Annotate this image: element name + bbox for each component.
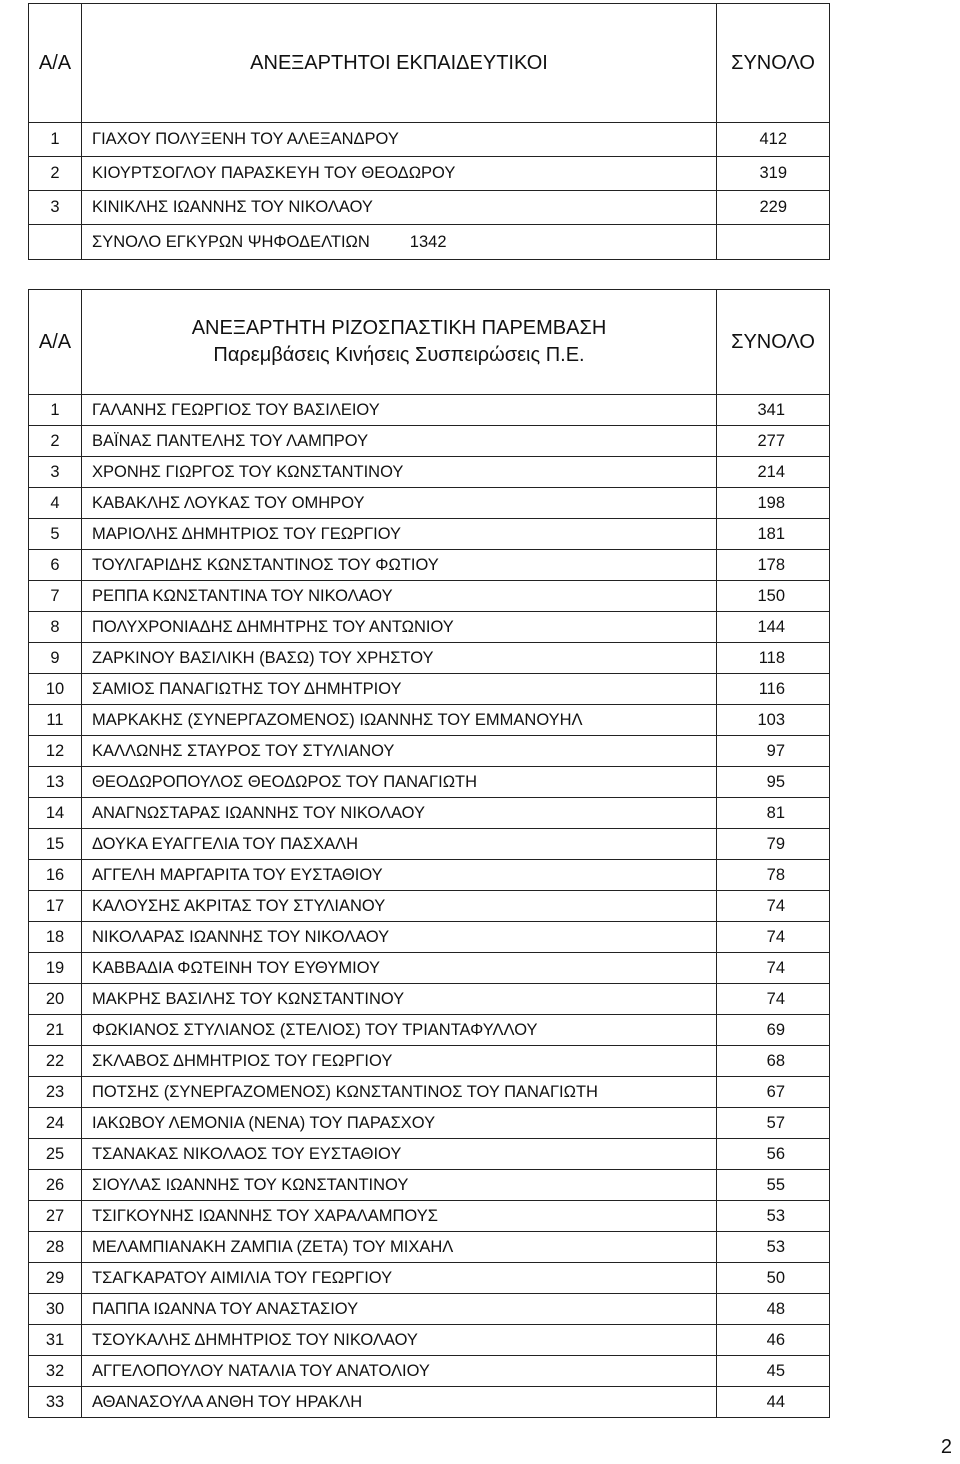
vote-count: 53 [717, 1201, 830, 1232]
candidate-name: ΠΟΤΣΗΣ (ΣΥΝΕΡΓΑΖΟΜΕΝΟΣ) ΚΩΝΣΤΑΝΤΙΝΟΣ ΤΟΥ ΠΑΝΑΓΙΩΤΗ [82, 1077, 717, 1108]
row-number: 5 [29, 519, 82, 550]
vote-count: 45 [717, 1356, 830, 1387]
row-number: 26 [29, 1170, 82, 1201]
candidate-name: ΜΑΚΡΗΣ ΒΑΣΙΛΗΣ ΤΟΥ ΚΩΝΣΤΑΝΤΙΝΟΥ [82, 984, 717, 1015]
candidate-name: ΜΑΡΙΟΛΗΣ ΔΗΜΗΤΡΙΟΣ ΤΟΥ ΓΕΩΡΓΙΟΥ [82, 519, 717, 550]
row-number: 21 [29, 1015, 82, 1046]
candidate-name: ΙΑΚΩΒΟΥ ΛΕΜΟΝΙΑ (ΝΕΝΑ) ΤΟΥ ΠΑΡΑΣΧΟΥ [82, 1108, 717, 1139]
vote-count: 74 [717, 953, 830, 984]
candidate-name: ΠΑΠΠΑ ΙΩΑΝΝΑ ΤΟΥ ΑΝΑΣΤΑΣΙΟΥ [82, 1294, 717, 1325]
table-row [29, 488, 830, 519]
aa-header: Α/Α [29, 4, 82, 123]
vote-count: 97 [717, 736, 830, 767]
candidate-name: ΖΑΡΚΙΝΟΥ ΒΑΣΙΛΙΚΗ (ΒΑΣΩ) ΤΟΥ ΧΡΗΣΤΟΥ [82, 643, 717, 674]
total-header: ΣΥΝΟΛΟ [717, 4, 830, 123]
row-number: 31 [29, 1325, 82, 1356]
table-row [29, 1015, 830, 1046]
table-row [29, 674, 830, 705]
candidate-name: ΜΑΡΚΑΚΗΣ (ΣΥΝΕΡΓΑΖΟΜΕΝΟΣ) ΙΩΑΝΝΗΣ ΤΟΥ ΕΜΜΑΝΟΥΗΛ [82, 705, 717, 736]
vote-count: 150 [717, 581, 830, 612]
summary-row [29, 225, 830, 260]
candidate-name: ΣΚΛΑΒΟΣ ΔΗΜΗΤΡΙΟΣ ΤΟΥ ΓΕΩΡΓΙΟΥ [82, 1046, 717, 1077]
candidate-name: ΘΕΟΔΩΡΟΠΟΥΛΟΣ ΘΕΟΔΩΡΟΣ ΤΟΥ ΠΑΝΑΓΙΩΤΗ [82, 767, 717, 798]
summary-empty-cell [717, 225, 830, 260]
table-row [29, 705, 830, 736]
table-row [29, 157, 830, 191]
row-number: 19 [29, 953, 82, 984]
table-row [29, 457, 830, 488]
row-number: 23 [29, 1077, 82, 1108]
candidate-name: ΧΡΟΝΗΣ ΓΙΩΡΓΟΣ ΤΟΥ ΚΩΝΣΤΑΝΤΙΝΟΥ [82, 457, 717, 488]
candidate-name: ΤΣΟΥΚΑΛΗΣ ΔΗΜΗΤΡΙΟΣ ΤΟΥ ΝΙΚΟΛΑΟΥ [82, 1325, 717, 1356]
summary-empty-cell [29, 225, 82, 260]
table-row [29, 860, 830, 891]
row-number: 17 [29, 891, 82, 922]
candidate-name: ΚΙΟΥΡΤΣΟΓΛΟΥ ΠΑΡΑΣΚΕΥΗ ΤΟΥ ΘΕΟΔΩΡΟΥ [82, 157, 717, 191]
row-number: 24 [29, 1108, 82, 1139]
vote-count: 412 [717, 123, 830, 157]
vote-count: 56 [717, 1139, 830, 1170]
row-number: 12 [29, 736, 82, 767]
candidate-name: ΜΕΛΑΜΠΙΑΝΑΚΗ ΖΑΜΠΙΑ (ΖΕΤΑ) ΤΟΥ ΜΙΧΑΗΛ [82, 1232, 717, 1263]
aa-header: Α/Α [29, 290, 82, 395]
table-row [29, 1170, 830, 1201]
table-header-row [29, 290, 830, 395]
vote-count: 214 [717, 457, 830, 488]
row-number: 9 [29, 643, 82, 674]
vote-count: 78 [717, 860, 830, 891]
candidate-name: ΒΑΪΝΑΣ ΠΑΝΤΕΛΗΣ ΤΟΥ ΛΑΜΠΡΟΥ [82, 426, 717, 457]
section-title-line2: Παρεμβάσεις Κινήσεις Συσπειρώσεις Π.Ε. [213, 344, 585, 366]
candidate-name: ΓΙΑΧΟΥ ΠΟΛΥΞΕΝΗ ΤΟΥ ΑΛΕΞΑΝΔΡΟΥ [82, 123, 717, 157]
candidate-name: ΡΕΠΠΑ ΚΩΝΣΤΑΝΤΙΝΑ ΤΟΥ ΝΙΚΟΛΑΟΥ [82, 581, 717, 612]
vote-count: 69 [717, 1015, 830, 1046]
table-row [29, 922, 830, 953]
candidate-name: ΑΓΓΕΛΟΠΟΥΛΟΥ ΝΑΤΑΛΙΑ ΤΟΥ ΑΝΑΤΟΛΙΟΥ [82, 1356, 717, 1387]
summary-value: 1342 [409, 232, 447, 251]
candidate-name: ΣΙΟΥΛΑΣ ΙΩΑΝΝΗΣ ΤΟΥ ΚΩΝΣΤΑΝΤΙΝΟΥ [82, 1170, 717, 1201]
candidate-name: ΚΑΒΑΚΛΗΣ ΛΟΥΚΑΣ ΤΟΥ ΟΜΗΡΟΥ [82, 488, 717, 519]
table-row [29, 953, 830, 984]
table-row [29, 984, 830, 1015]
section-title-line1: ΑΝΕΞΑΡΤΗΤΗ ΡΙΖΟΣΠΑΣΤΙΚΗ ΠΑΡΕΜΒΑΣΗ [191, 317, 607, 339]
summary-label: ΣΥΝΟΛΟ ΕΓΚΥΡΩΝ ΨΗΦΟΔΕΛΤΙΩΝ [92, 232, 370, 251]
row-number: 11 [29, 705, 82, 736]
row-number: 25 [29, 1139, 82, 1170]
table-row [29, 612, 830, 643]
table-row [29, 1325, 830, 1356]
vote-count: 95 [717, 767, 830, 798]
row-number: 3 [29, 457, 82, 488]
table-row [29, 643, 830, 674]
vote-count: 55 [717, 1170, 830, 1201]
table-header-row [29, 4, 830, 123]
table-row [29, 426, 830, 457]
table-row [29, 1046, 830, 1077]
page-number: 2 [940, 1436, 952, 1458]
row-number: 1 [29, 395, 82, 426]
vote-count: 68 [717, 1046, 830, 1077]
vote-count: 144 [717, 612, 830, 643]
row-number: 4 [29, 488, 82, 519]
candidate-name: ΚΑΛΟΥΣΗΣ ΑΚΡΙΤΑΣ ΤΟΥ ΣΤΥΛΙΑΝΟΥ [82, 891, 717, 922]
candidate-name: ΚΑΒΒΑΔΙΑ ΦΩΤΕΙΝΗ ΤΟΥ ΕΥΘΥΜΙΟΥ [82, 953, 717, 984]
table-row [29, 1232, 830, 1263]
table-row [29, 736, 830, 767]
vote-count: 118 [717, 643, 830, 674]
candidate-name: ΤΣΑΓΚΑΡΑΤΟΥ ΑΙΜΙΛΙΑ ΤΟΥ ΓΕΩΡΓΙΟΥ [82, 1263, 717, 1294]
row-number: 10 [29, 674, 82, 705]
candidate-name: ΑΘΑΝΑΣΟΥΛΑ ΑΝΘΗ ΤΟΥ ΗΡΑΚΛΗ [82, 1387, 717, 1418]
row-number: 30 [29, 1294, 82, 1325]
vote-count: 181 [717, 519, 830, 550]
vote-count: 53 [717, 1232, 830, 1263]
table-row [29, 519, 830, 550]
row-number: 7 [29, 581, 82, 612]
vote-count: 57 [717, 1108, 830, 1139]
row-number: 1 [29, 123, 82, 157]
table-row [29, 123, 830, 157]
candidate-name: ΑΓΓΕΛΗ ΜΑΡΓΑΡΙΤΑ ΤΟΥ ΕΥΣΤΑΘΙΟΥ [82, 860, 717, 891]
table-row [29, 829, 830, 860]
vote-count: 103 [717, 705, 830, 736]
candidate-name: ΝΙΚΟΛΑΡΑΣ ΙΩΑΝΝΗΣ ΤΟΥ ΝΙΚΟΛΑΟΥ [82, 922, 717, 953]
vote-count: 81 [717, 798, 830, 829]
row-number: 2 [29, 157, 82, 191]
candidate-name: ΤΟΥΛΓΑΡΙΔΗΣ ΚΩΝΣΤΑΝΤΙΝΟΣ ΤΟΥ ΦΩΤΙΟΥ [82, 550, 717, 581]
vote-count: 48 [717, 1294, 830, 1325]
row-number: 15 [29, 829, 82, 860]
vote-count: 67 [717, 1077, 830, 1108]
row-number: 20 [29, 984, 82, 1015]
row-number: 6 [29, 550, 82, 581]
candidate-name: ΠΟΛΥΧΡΟΝΙΑΔΗΣ ΔΗΜΗΤΡΗΣ ΤΟΥ ΑΝΤΩΝΙΟΥ [82, 612, 717, 643]
candidate-name: ΑΝΑΓΝΩΣΤΑΡΑΣ ΙΩΑΝΝΗΣ ΤΟΥ ΝΙΚΟΛΑΟΥ [82, 798, 717, 829]
total-header: ΣΥΝΟΛΟ [717, 290, 830, 395]
vote-count: 79 [717, 829, 830, 860]
radical-intervention-table [28, 289, 830, 1418]
vote-count: 229 [717, 191, 830, 225]
row-number: 2 [29, 426, 82, 457]
candidate-name: ΔΟΥΚΑ ΕΥΑΓΓΕΛΙΑ ΤΟΥ ΠΑΣΧΑΛΗ [82, 829, 717, 860]
table-row [29, 1201, 830, 1232]
candidate-name: ΚΙΝΙΚΛΗΣ ΙΩΑΝΝΗΣ ΤΟΥ ΝΙΚΟΛΑΟΥ [82, 191, 717, 225]
section-title [82, 290, 717, 395]
independent-teachers-table [28, 3, 830, 260]
row-number: 18 [29, 922, 82, 953]
table-row [29, 395, 830, 426]
vote-count: 50 [717, 1263, 830, 1294]
table-row [29, 1139, 830, 1170]
row-number: 27 [29, 1201, 82, 1232]
vote-count: 44 [717, 1387, 830, 1418]
vote-count: 74 [717, 922, 830, 953]
table-row [29, 1387, 830, 1418]
candidate-name: ΓΑΛΑΝΗΣ ΓΕΩΡΓΙΟΣ ΤΟΥ ΒΑΣΙΛΕΙΟΥ [82, 395, 717, 426]
vote-count: 341 [717, 395, 830, 426]
table-row [29, 891, 830, 922]
table-row [29, 1108, 830, 1139]
row-number: 13 [29, 767, 82, 798]
vote-count: 277 [717, 426, 830, 457]
table-row [29, 767, 830, 798]
table-row [29, 550, 830, 581]
table-row [29, 191, 830, 225]
candidate-name: ΚΑΛΛΩΝΗΣ ΣΤΑΥΡΟΣ ΤΟΥ ΣΤΥΛΙΑΝΟΥ [82, 736, 717, 767]
row-number: 33 [29, 1387, 82, 1418]
vote-count: 74 [717, 984, 830, 1015]
candidate-name: ΦΩΚΙΑΝΟΣ ΣΤΥΛΙΑΝΟΣ (ΣΤΕΛΙΟΣ) ΤΟΥ ΤΡΙΑΝΤΑΦΥΛΛΟΥ [82, 1015, 717, 1046]
section-title: ΑΝΕΞΑΡΤΗΤΟΙ ΕΚΠΑΙΔΕΥΤΙΚΟΙ [82, 4, 717, 123]
table-row [29, 1294, 830, 1325]
table-row [29, 1077, 830, 1108]
row-number: 32 [29, 1356, 82, 1387]
vote-count: 198 [717, 488, 830, 519]
candidate-name: ΣΑΜΙΟΣ ΠΑΝΑΓΙΩΤΗΣ ΤΟΥ ΔΗΜΗΤΡΙΟΥ [82, 674, 717, 705]
vote-count: 319 [717, 157, 830, 191]
vote-count: 46 [717, 1325, 830, 1356]
table-row [29, 798, 830, 829]
valid-ballots-summary [82, 225, 717, 260]
row-number: 22 [29, 1046, 82, 1077]
row-number: 8 [29, 612, 82, 643]
table-row [29, 1263, 830, 1294]
table-row [29, 581, 830, 612]
row-number: 16 [29, 860, 82, 891]
candidate-name: ΤΣΑΝΑΚΑΣ ΝΙΚΟΛΑΟΣ ΤΟΥ ΕΥΣΤΑΘΙΟΥ [82, 1139, 717, 1170]
row-number: 29 [29, 1263, 82, 1294]
candidate-name: ΤΣΙΓΚΟΥΝΗΣ ΙΩΑΝΝΗΣ ΤΟΥ ΧΑΡΑΛΑΜΠΟΥΣ [82, 1201, 717, 1232]
row-number: 28 [29, 1232, 82, 1263]
row-number: 14 [29, 798, 82, 829]
vote-count: 116 [717, 674, 830, 705]
vote-count: 74 [717, 891, 830, 922]
table-row [29, 1356, 830, 1387]
row-number: 3 [29, 191, 82, 225]
vote-count: 178 [717, 550, 830, 581]
